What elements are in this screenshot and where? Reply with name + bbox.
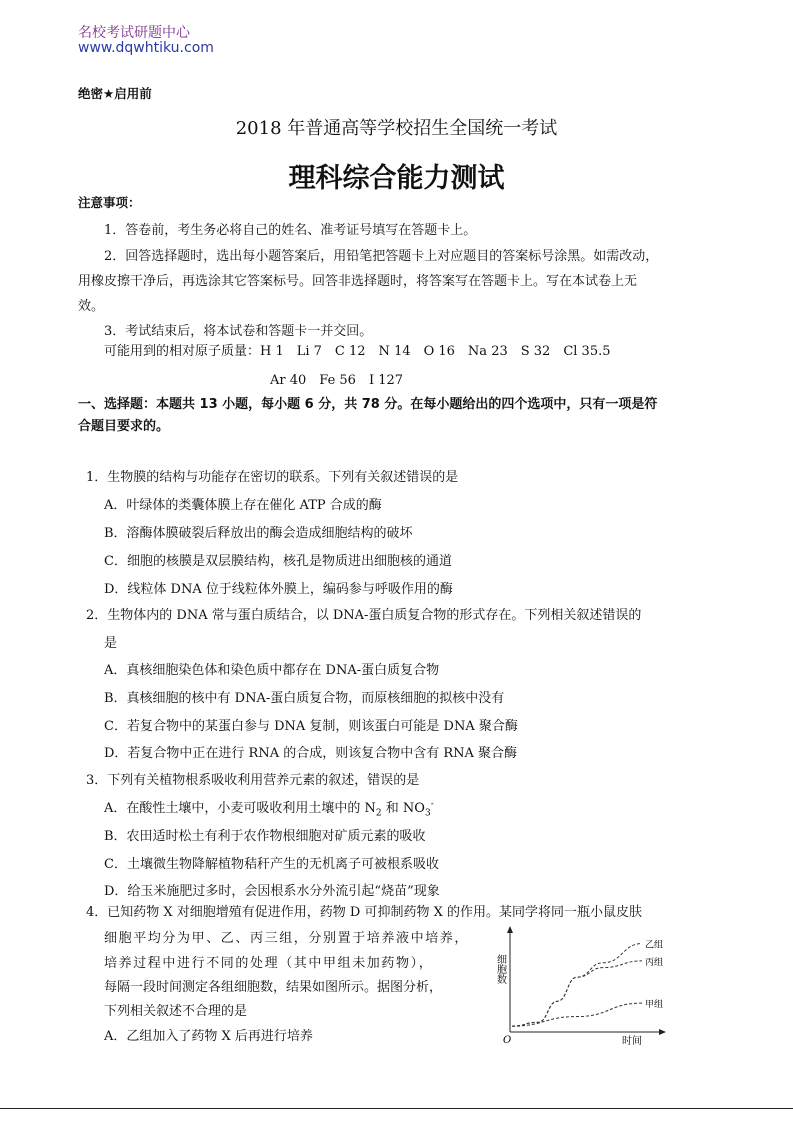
question-2-stem-line-1: 2．生物体内的 DNA 常与蛋白质结合，以 DNA-蛋白质复合物的形式存在。下列相关叙述错误的	[86, 608, 642, 623]
question-4-stem-line-3: 培养过程中进行不同的处理（其中甲组未加药物），	[104, 956, 434, 971]
question-1-stem: 1．生物膜的结构与功能存在密切的联系。下列有关叙述错误的是	[86, 470, 459, 485]
question-2-option-a: A．真核细胞染色体和染色质中都存在 DNA-蛋白质复合物	[104, 663, 440, 678]
question-4-stem-line-5: 下列相关叙述不合理的是	[104, 1004, 248, 1019]
question-3-stem: 3．下列有关植物根系吸收利用营养元素的叙述，错误的是	[86, 773, 420, 788]
notice-item-3: 3．考试结束后，将本试卷和答题卡一并交回。	[104, 324, 373, 339]
question-4-stem-line-4: 每隔一段时间测定各组细胞数，结果如图所示。据图分析，	[104, 980, 443, 995]
cell-growth-chart-svg	[490, 924, 675, 1046]
question-1-option-d: D．线粒体 DNA 位于线粒体外膜上，编码参与呼吸作用的酶	[104, 582, 453, 597]
question-1-option-b: B．溶酶体膜破裂后释放出的酶会造成细胞结构的破坏	[104, 526, 413, 541]
question-4-stem-line-2: 细胞平均分为甲、乙、丙三组，分别置于培养液中培养，	[104, 931, 470, 946]
secret-label: 绝密★启用前	[78, 86, 152, 101]
series-label-1: 丙组	[645, 957, 664, 968]
atomic-masses-line-1: 可能用到的相对原子质量：H 1 Li 7 C 12 N 14 O 16 Na 23 S 32 Cl 35.5	[104, 344, 611, 359]
question-4-option-a: A．乙组加入了药物 X 后再进行培养	[104, 1029, 313, 1044]
question-2-option-b: B．真核细胞的核中有 DNA-蛋白质复合物，而原核细胞的拟核中没有	[104, 691, 505, 706]
watermark-url[interactable]: www.dqwhtiku.com	[78, 40, 214, 56]
x-axis-label: 时间	[622, 1036, 642, 1046]
question-3-option-d: D．给玉米施肥过多时，会因根系水分外流引起“烧苗”现象	[104, 884, 440, 899]
question-2-option-c: C．若复合物中的某蛋白参与 DNA 复制，则该蛋白可能是 DNA 聚合酶	[104, 719, 518, 734]
section-heading-line-2: 合题目要求的。	[78, 419, 170, 434]
exam-name: 2018 年普通高等学校招生全国统一考试	[235, 118, 558, 139]
atomic-masses-line-2: Ar 40 Fe 56 I 127	[270, 373, 404, 388]
series-line-2	[512, 1003, 642, 1026]
question-4-stem-line-1: 4．已知药物 X 对细胞增殖有促进作用，药物 D 可抑制药物 X 的作用。某同学将同一瓶小鼠皮肤	[86, 905, 642, 920]
question-2-option-d: D．若复合物中正在进行 RNA 的合成，则该复合物中含有 RNA 聚合酶	[104, 746, 518, 761]
question-3-option-a: A．在酸性土壤中，小麦可吸收利用土壤中的 $N_2$ 和 $NO_3^-$	[104, 799, 434, 819]
paper-title: 理科综合能力测试	[288, 163, 505, 194]
x-axis-arrow	[659, 1029, 666, 1035]
cell-growth-chart	[490, 924, 675, 1046]
notice-item-1: 1．答卷前，考生务必将自己的姓名、准考证号填写在答题卡上。	[104, 223, 477, 238]
question-3-option-b: B．农田适时松土有利于农作物根细胞对矿质元素的吸收	[104, 829, 426, 844]
y-axis-label: 细胞数	[494, 954, 506, 984]
series-line-0	[512, 944, 642, 1027]
notice-item-2-line-2: 用橡皮擦干净后，再选涂其它答案标号。回答非选择题时，将答案写在答题卡上。写在本试卷上无	[78, 274, 638, 289]
question-3-option-c: C．土壤微生物降解植物秸秆产生的无机离子可被根系吸收	[104, 857, 439, 872]
notice-item-2-line-3: 效。	[78, 299, 105, 314]
question-1-option-a: A．叶绿体的类囊体膜上存在催化 ATP 合成的酶	[104, 498, 382, 513]
notice-heading: 注意事项：	[78, 195, 141, 210]
question-1-option-c: C．细胞的核膜是双层膜结构，核孔是物质进出细胞核的通道	[104, 554, 452, 569]
section-heading-line-1: 一、选择题：本题共 13 小题，每小题 6 分，共 78 分。在每小题给出的四个选项中，只有一项是符	[78, 397, 658, 412]
y-axis-arrow	[507, 926, 513, 933]
origin-label: O	[503, 1035, 512, 1046]
series-label-2: 甲组	[645, 1000, 664, 1011]
watermark-title: 名校考试研题中心	[78, 25, 190, 41]
notice-item-2-line-1: 2．回答选择题时，选出每小题答案后，用铅笔把答题卡上对应题目的答案标号涂黑。如需改动，	[104, 249, 659, 264]
question-2-stem-line-2: 是	[104, 636, 118, 651]
series-label-0: 乙组	[645, 940, 664, 951]
bottom-rule	[0, 1108, 793, 1109]
